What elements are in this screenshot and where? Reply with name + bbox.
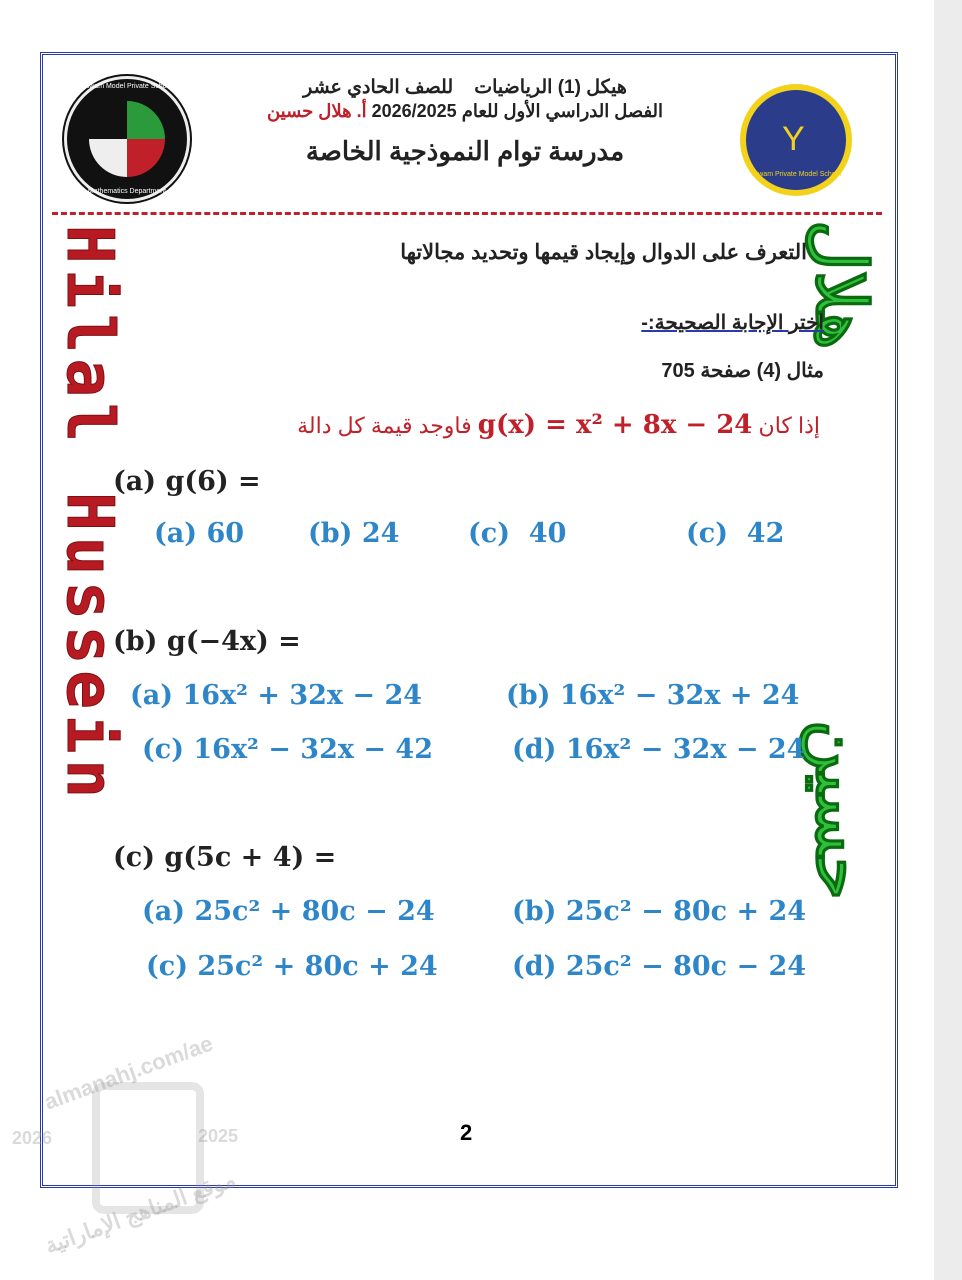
- question-a: (a) g(6) =: [113, 466, 261, 497]
- side-arabic-1: هلال: [802, 220, 880, 350]
- page-border: [40, 52, 898, 1188]
- option[interactable]: (b) 25c² − 80c + 24: [512, 896, 807, 927]
- instruction: اختر الإجابة الصحيحة:-: [641, 312, 824, 334]
- option[interactable]: (d) 16x² − 32x − 24: [512, 734, 806, 765]
- option[interactable]: (c) 42: [686, 518, 785, 549]
- page-number: 2: [460, 1120, 473, 1145]
- side-arabic-2: حسين: [802, 720, 880, 901]
- prompt-before: إذا كان: [758, 413, 820, 438]
- watermark-year-right: 2025: [198, 1126, 239, 1146]
- watermark-url: almanahj.com/ae: [40, 1030, 217, 1115]
- watermark-icon: [92, 1082, 204, 1214]
- math-department-logo: Tawam Model Private School Mathematics Department: [64, 76, 190, 202]
- watermark-year-left: 2026: [12, 1128, 53, 1148]
- option[interactable]: (c) 40: [468, 518, 567, 549]
- option[interactable]: (c) 25c² + 80c + 24: [146, 951, 438, 982]
- header-line2: الفصل الدراسي الأول للعام 2026/2025: [371, 101, 664, 121]
- question-c: (c) g(5c + 4) =: [113, 842, 337, 873]
- watermark-arabic: موقع المناهج الإماراتية: [41, 1166, 239, 1259]
- option[interactable]: (d) 25c² − 80c − 24: [512, 951, 807, 982]
- option[interactable]: (c) 16x² − 32x − 42: [142, 734, 433, 765]
- side-name-vertical: Hilal Hussein: [52, 225, 126, 804]
- question-b: (b) g(−4x) =: [113, 626, 301, 657]
- school-name: مدرسة توام النموذجية الخاصة: [305, 136, 625, 166]
- option[interactable]: (a) 60: [154, 518, 245, 549]
- option[interactable]: (a) 16x² + 32x − 24: [130, 680, 423, 711]
- divider: [52, 212, 882, 215]
- option[interactable]: (b) 24: [308, 518, 400, 549]
- teacher-name: أ. هلال حسين: [266, 101, 367, 121]
- prompt-equation: g(x) = x² + 8x − 24: [477, 410, 753, 440]
- prompt-after: فاوجد قيمة كل دالة: [297, 413, 472, 438]
- side-panel: [934, 0, 962, 1280]
- example-ref: مثال (4) صفحة 705: [661, 360, 824, 382]
- option[interactable]: (a) 25c² + 80c − 24: [142, 896, 435, 927]
- option[interactable]: (b) 16x² − 32x + 24: [506, 680, 800, 711]
- topic-title: التعرف على الدوال وإيجاد قيمها وتحديد مجالاتها: [400, 241, 807, 264]
- school-logo: Tawam Private Model School Y: [740, 84, 852, 196]
- header-line1: هيكل (1) الرياضيات للصف الحادي عشر: [303, 77, 627, 98]
